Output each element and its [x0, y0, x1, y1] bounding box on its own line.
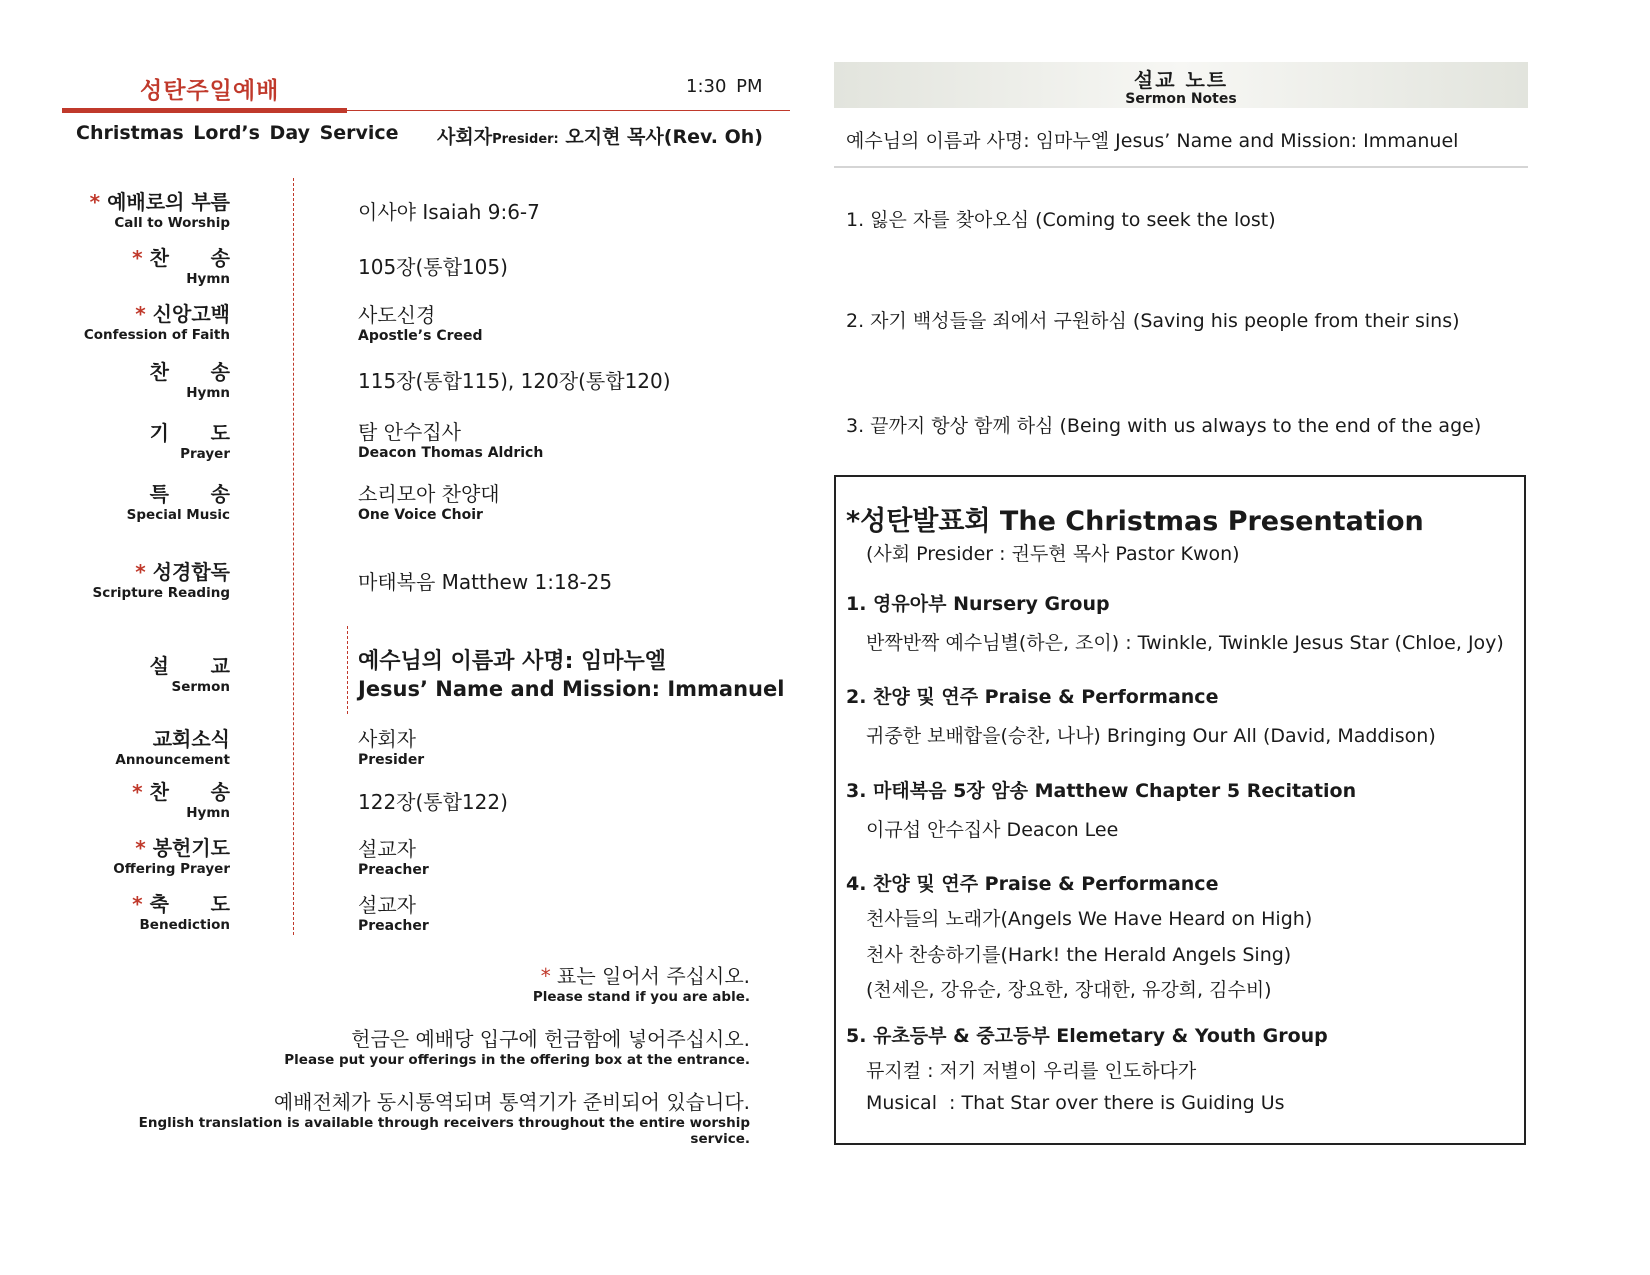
item-label-en: Confession of Faith — [83, 327, 230, 343]
section-line: 천사 찬송하기를(Hark! the Herald Angels Sing) — [866, 944, 1292, 966]
item-value-sub: Presider — [358, 752, 425, 768]
presentation-subtitle: (사회 Presider : 권두현 목사 Pastor Kwon) — [866, 543, 1240, 565]
presentation-section — [846, 776, 1521, 842]
item-label-en: Hymn — [186, 271, 230, 287]
section-heading: 2. 찬양 및 연주 Praise & Performance — [846, 686, 1219, 708]
item-label-ko: * 봉헌기도 — [135, 836, 230, 860]
item-value: 사도신경 Apostle’s Creed — [358, 303, 483, 344]
sermon-notes-title-ko: 설교 노트 — [1133, 68, 1229, 92]
item-label-en: Scripture Reading — [92, 585, 230, 601]
section-heading: 5. 유초등부 & 중고등부 Elemetary & Youth Group — [846, 1025, 1328, 1047]
stand-marker: * — [135, 836, 146, 860]
presentation-title: *성탄발표회 The Christmas Presentation — [846, 506, 1424, 537]
section-heading: 4. 찬양 및 연주 Praise & Performance — [846, 873, 1219, 895]
item-label-ko: 찬 송 — [149, 360, 230, 384]
item-label-en: Special Music — [126, 507, 230, 523]
notes — [120, 960, 750, 1147]
sermon-notes-divider — [834, 166, 1528, 168]
section-line: 이규섭 안수집사 Deacon Lee — [866, 819, 1119, 841]
worship-item — [60, 186, 230, 231]
presider-label-ko: 사회자 — [437, 126, 493, 148]
stand-marker: * — [132, 892, 143, 916]
worship-item — [60, 776, 230, 821]
item-label-en: Sermon — [171, 679, 230, 695]
item-value: 소리모아 찬양대 One Voice Choir — [358, 482, 500, 523]
item-label-ko: 기 도 — [149, 421, 230, 445]
worship-item — [60, 298, 230, 343]
item-label-en: Hymn — [186, 385, 230, 401]
item-label-en: Prayer — [180, 446, 230, 462]
item-value: 105장(통합105) — [358, 255, 508, 279]
christmas-presentation-box — [834, 475, 1526, 1145]
section-line: 천사들의 노래가(Angels We Have Heard on High) — [866, 908, 1313, 930]
stand-marker: * — [135, 560, 146, 584]
service-time: 1:30 PM — [686, 76, 763, 97]
worship-item — [60, 650, 230, 695]
note-translation: 예배전체가 동시통역되며 통역기가 준비되어 있습니다. English translation is available through receivers throughout the entire worship service. — [138, 1090, 750, 1147]
section-line: (천세은, 강유순, 장요한, 장대한, 유강희, 김수비) — [866, 979, 1272, 1001]
item-label-ko: * 성경합독 — [135, 560, 230, 584]
sermon-notes-header — [834, 62, 1528, 108]
item-label-ko: 특 송 — [149, 482, 230, 506]
worship-item — [60, 556, 230, 601]
item-value: 설교자 Preacher — [358, 893, 429, 934]
sermon-notes-title: 예수님의 이름과 사명: 임마누엘 Jesus’ Name and Mission: Immanuel — [846, 130, 1459, 152]
stand-marker: * — [132, 780, 143, 804]
presider-line — [437, 122, 763, 149]
section-line: 반짝반짝 예수님별(하은, 조이) : Twinkle, Twinkle Jesus Star (Chloe, Joy) — [866, 632, 1504, 654]
presentation-section — [846, 682, 1521, 748]
presider-name: 오지현 목사(Rev. Oh) — [565, 126, 763, 148]
item-value-sub: Preacher — [358, 862, 429, 878]
header-underline-thick — [62, 108, 347, 113]
presentation-section — [846, 1021, 1521, 1114]
section-line: 귀중한 보배합을(승찬, 나나) Bringing Our All (David, Maddison) — [866, 725, 1436, 747]
worship-item — [60, 723, 230, 768]
sermon-point: 1. 잃은 자를 찾아오심 (Coming to seek the lost) — [846, 209, 1276, 231]
item-value-sub: One Voice Choir — [358, 507, 483, 523]
item-value: 115장(통합115), 120장(통합120) — [358, 369, 671, 393]
section-heading: 1. 영유아부 Nursery Group — [846, 593, 1110, 615]
item-value-sub: Preacher — [358, 918, 429, 934]
item-value: 122장(통합122) — [358, 790, 508, 814]
item-label-en: Benediction — [139, 917, 230, 933]
service-title-ko: 성탄주일예배 — [140, 78, 280, 104]
item-label-ko: 교회소식 — [152, 727, 230, 751]
worship-item — [60, 356, 230, 401]
presentation-section — [846, 589, 1521, 655]
worship-item — [60, 242, 230, 287]
item-label-ko: * 찬 송 — [132, 780, 230, 804]
item-label-ko: * 축 도 — [132, 892, 230, 916]
item-value: 이사야 Isaiah 9:6-7 — [358, 200, 540, 224]
item-label-ko: * 찬 송 — [132, 246, 230, 270]
item-value-sub: Apostle’s Creed — [358, 328, 483, 344]
note-offering: 헌금은 예배당 입구에 헌금함에 넣어주십시오. Please put your offerings in the offering box at the entrance. — [284, 1027, 750, 1068]
service-title-en: Christmas Lord’s Day Service — [76, 122, 399, 144]
item-value-sub: Deacon Thomas Aldrich — [358, 445, 544, 461]
sermon-point: 3. 끝까지 항상 함께 하심 (Being with us always to the end of the age) — [846, 415, 1482, 437]
sermon-point: 2. 자기 백성들을 죄에서 구원하심 (Saving his people from their sins) — [846, 310, 1460, 332]
stand-marker: * — [89, 190, 101, 214]
section-line: Musical : That Star over there is Guiding Us — [866, 1092, 1285, 1114]
section-heading: 3. 마태복음 5장 암송 Matthew Chapter 5 Recitation — [846, 780, 1357, 802]
sermon-title: 예수님의 이름과 사명: 임마누엘 Jesus’ Name and Mission: Immanuel — [358, 649, 785, 701]
stand-marker: * — [135, 302, 146, 326]
item-value: 탐 안수집사 Deacon Thomas Aldrich — [358, 420, 544, 461]
stand-marker: * — [132, 246, 143, 270]
stand-marker: * — [540, 964, 551, 988]
sermon-divider — [347, 626, 348, 714]
note-stand: * 표는 일어서 주십시오. Please stand if you are able. — [532, 964, 750, 1005]
section-line: 뮤지컬 : 저기 저별이 우리를 인도하다가 — [866, 1060, 1197, 1082]
item-label-en: Hymn — [186, 805, 230, 821]
item-label-ko: * 예배로의 부름 — [89, 190, 230, 214]
worship-item — [60, 832, 230, 877]
presider-label-en: Presider: — [492, 132, 559, 147]
column-divider — [293, 178, 294, 935]
presentation-section — [846, 869, 1521, 1002]
item-label-ko: * 신앙고백 — [135, 302, 230, 326]
sermon-notes-title-en: Sermon Notes — [1125, 91, 1237, 107]
item-label-en: Announcement — [115, 752, 230, 768]
item-label-ko: 설 교 — [149, 654, 230, 678]
worship-item — [60, 478, 230, 523]
item-value: 사회자 Presider — [358, 727, 425, 768]
item-label-en: Call to Worship — [114, 215, 230, 231]
worship-item — [60, 888, 230, 933]
item-value: 마태복음 Matthew 1:18-25 — [358, 570, 613, 594]
item-value: 설교자 Preacher — [358, 837, 429, 878]
worship-item — [60, 417, 230, 462]
item-label-en: Offering Prayer — [113, 861, 230, 877]
